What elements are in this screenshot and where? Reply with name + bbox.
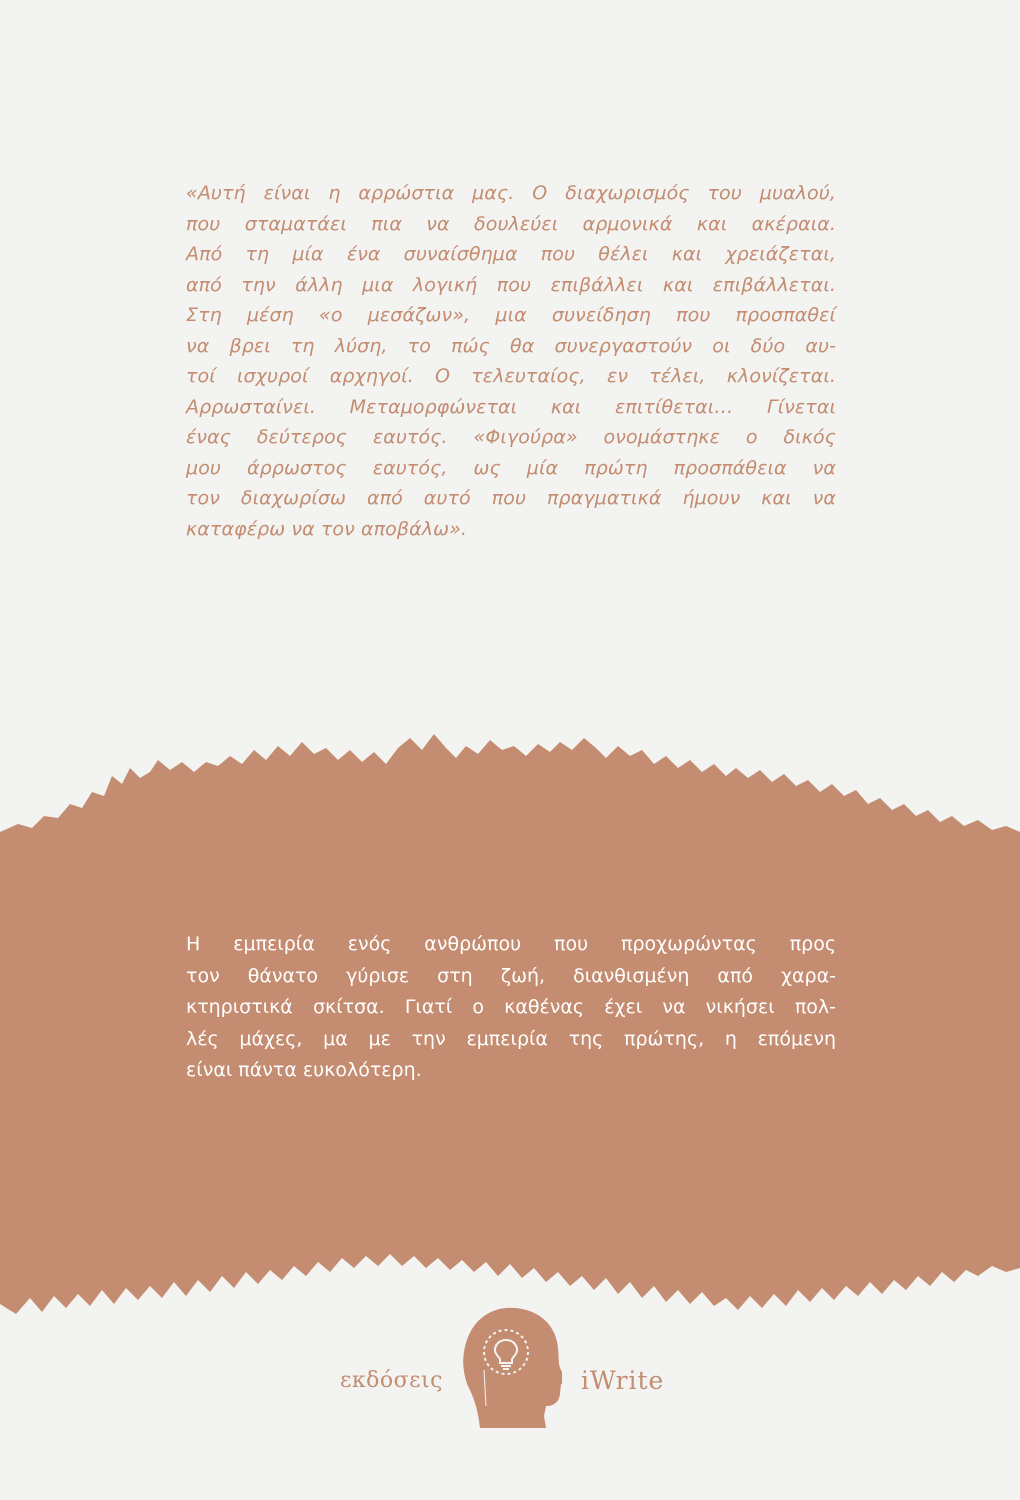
quote-line: Από τη μία ένα συναίσθημα που θέλει και χρειάζεται, <box>186 243 836 265</box>
quote-line: ένας δεύτερος εαυτός. «Φιγούρα» ονομάστηκε ο δικός <box>186 426 836 448</box>
quote-block <box>186 178 836 544</box>
quote-line: να βρει τη λύση, το πώς θα συνεργαστούν οι δύο αυ- <box>186 334 836 357</box>
quote-line: από την άλλη μια λογική που επιβάλλει και επιβάλλεται. <box>186 273 836 296</box>
quote-line: τοί ισχυροί αρχηγοί. Ο τελευταίος, εν τέλει, κλονίζεται. <box>186 365 836 387</box>
quote-line: Στη μέση «ο μεσάζων», μια συνείδηση που προσπαθεί <box>186 304 836 326</box>
blurb-line: λές μάχες, μα με την εμπειρία της πρώτης, η επόμενη <box>186 1027 836 1050</box>
quote-line: μου άρρωστος εαυτός, ως μία πρώτη προσπάθεια να <box>186 456 836 479</box>
blurb-line: Η εμπειρία ενός ανθρώπου που προχωρώντας προς <box>186 933 836 955</box>
publisher-label-left: εκδόσεις <box>340 1368 443 1393</box>
publisher-label-right: iWrite <box>581 1366 665 1395</box>
head-lightbulb-icon <box>462 1306 562 1428</box>
quote-line: καταφέρω να τον αποβάλω». <box>186 517 468 540</box>
quote-line: που σταματάει πια να δουλεύει αρμονικά και ακέραια. <box>186 212 836 235</box>
quote-line: τον διαχωρίσω από αυτό που πραγματικά ήμουν και να <box>186 487 836 509</box>
blurb-line: τον θάνατο γύρισε στη ζωή, διανθισμένη από χαρα- <box>186 964 836 987</box>
blurb-block <box>186 929 836 1087</box>
quote-line: «Αυτή είναι η αρρώστια μας. Ο διαχωρισμός του μυαλού, <box>186 182 836 204</box>
quote-line: Αρρωσταίνει. Μεταμορφώνεται και επιτίθεται… Γίνεται <box>186 395 836 418</box>
blurb-line: κτηριστικά σκίτσα. Γιατί ο καθένας έχει να νικήσει πολ- <box>186 996 836 1018</box>
blurb-line: είναι πάντα ευκολότερη. <box>186 1059 422 1081</box>
